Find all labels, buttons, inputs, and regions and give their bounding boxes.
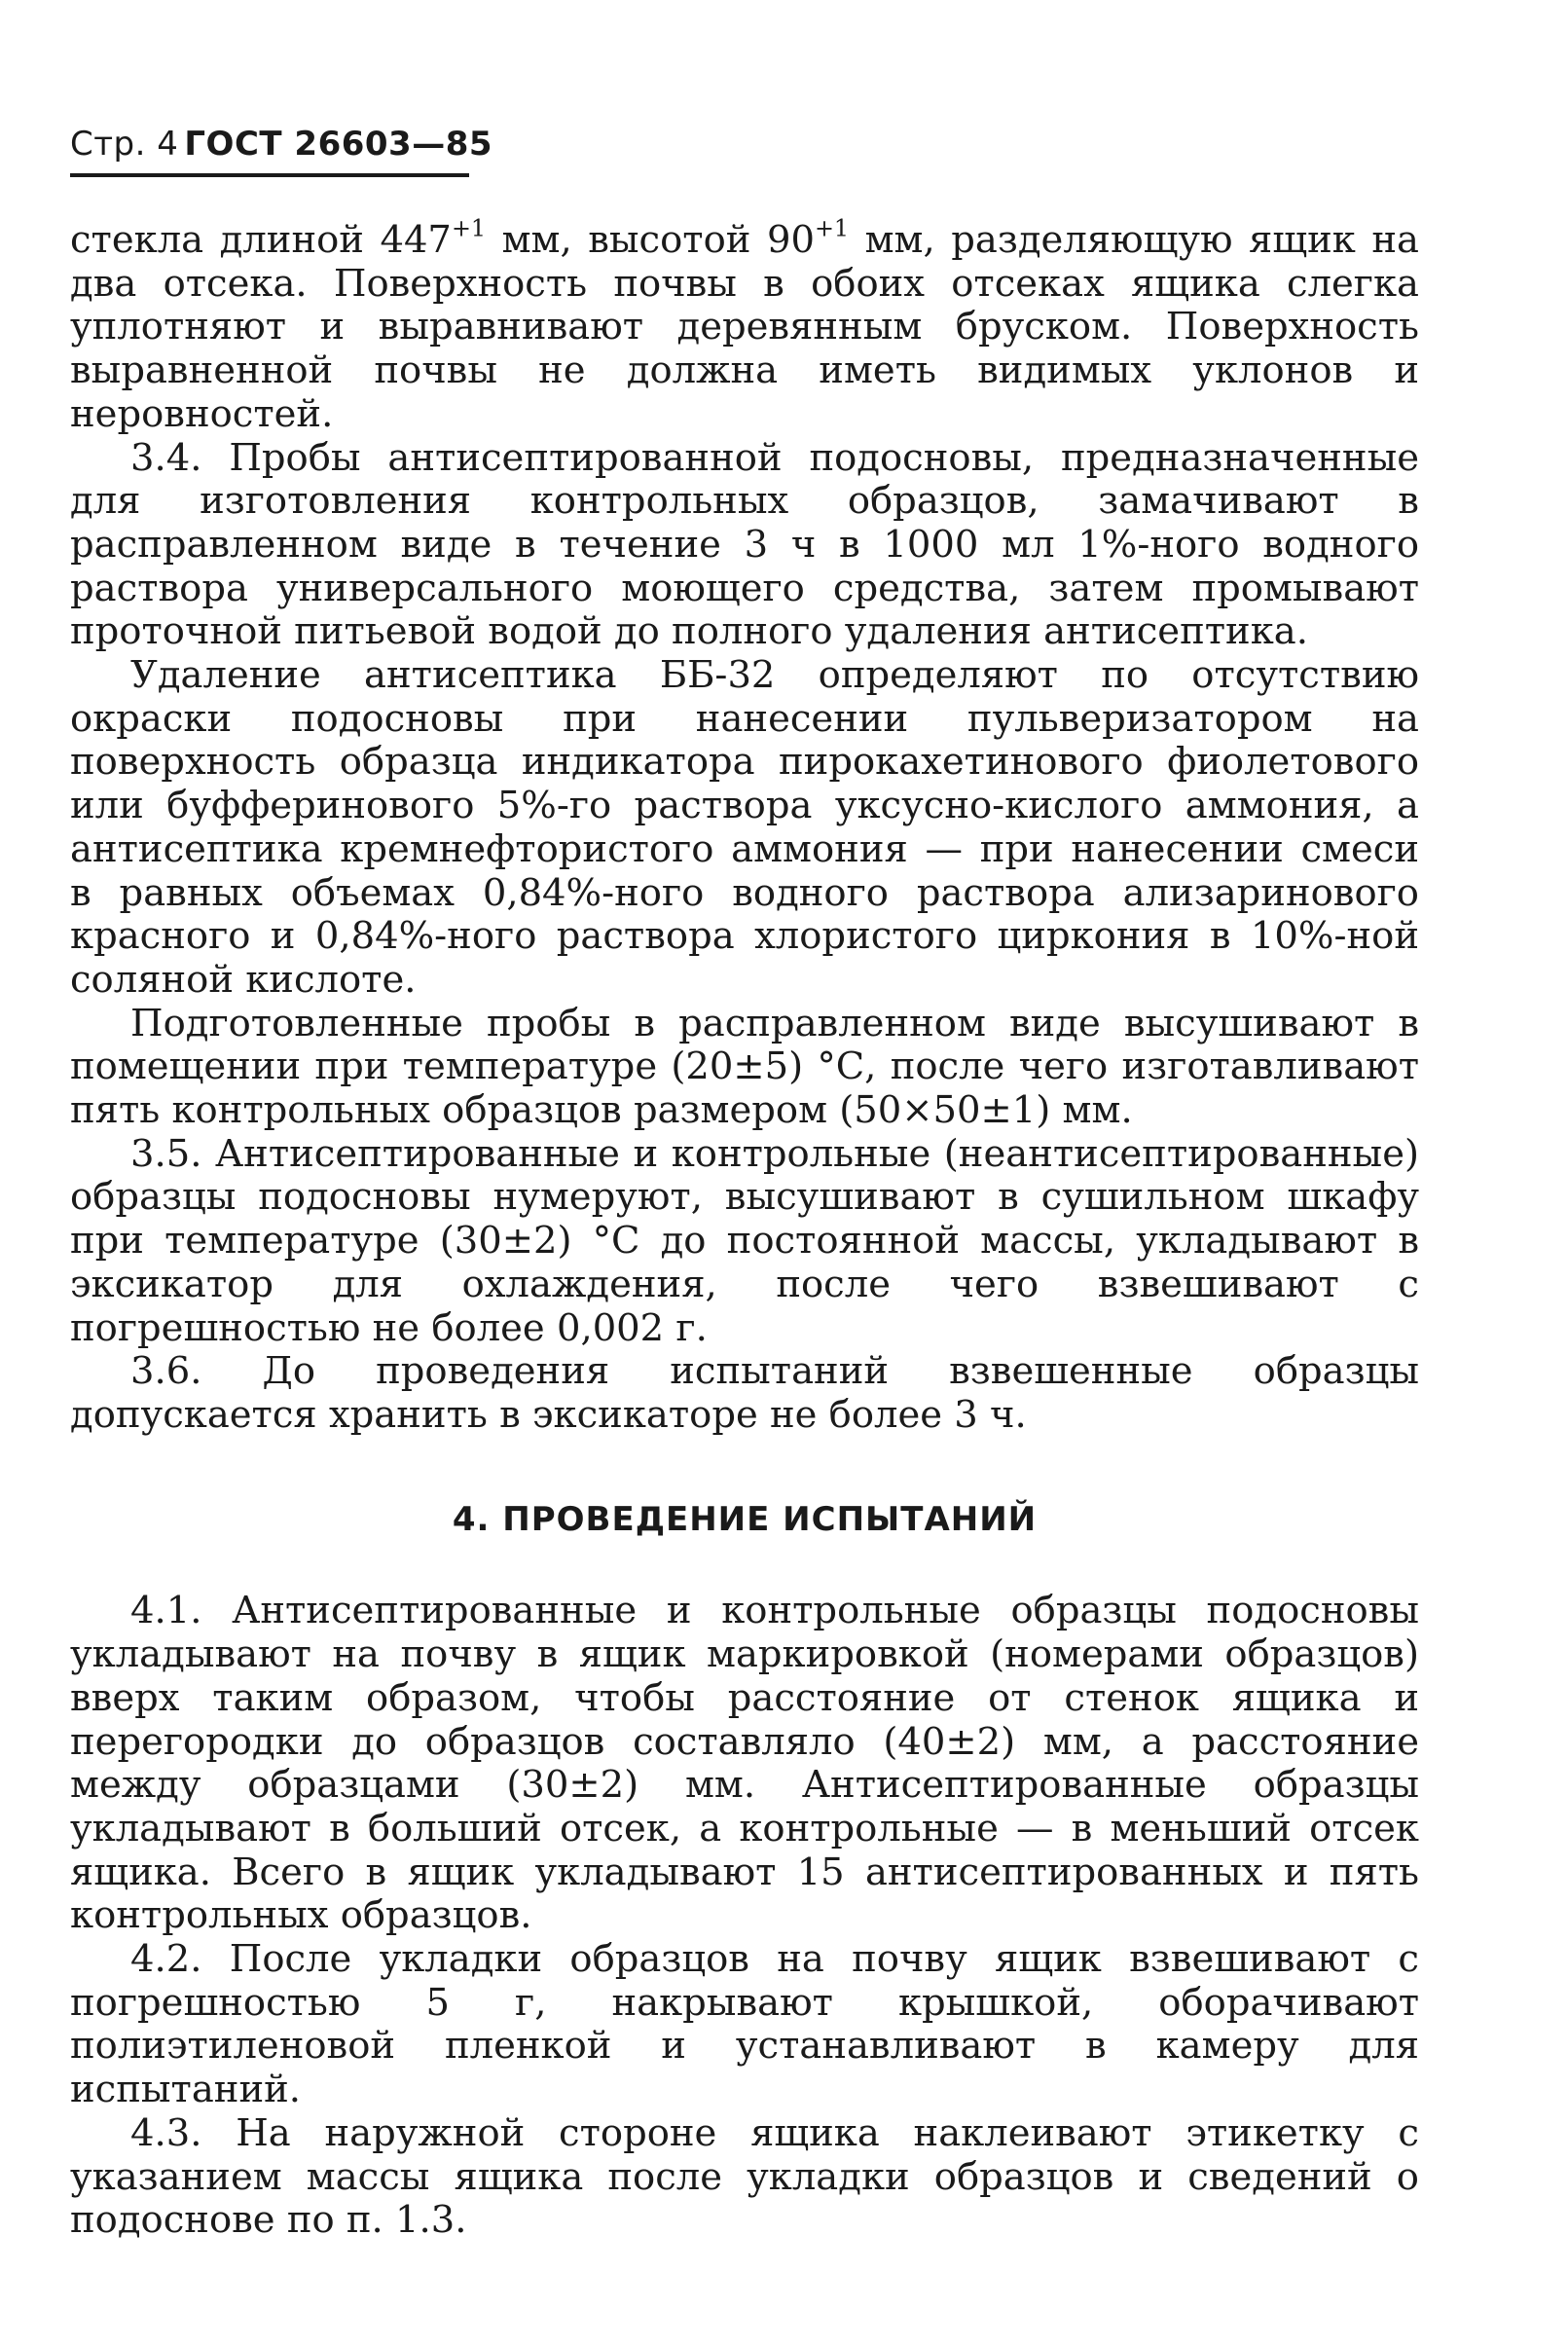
tolerance-superscript: +1 bbox=[451, 214, 487, 242]
paragraph-3-5: 3.5. Антисептированные и контрольные (неантисептированные) образцы подосновы нумеруют, высушивают в сушильном шкафу при температуре (30±2) °С до постоянной массы, укладывают в эксикатор для охлаждения, после чего взвешивают с погрешностью не более 0,002 г. bbox=[70, 1131, 1419, 1350]
paragraph-4-1: 4.1. Антисептированные и контрольные образцы подосновы укладывают на почву в ящик маркировкой (номерами образцов) вверх таким образом, чтобы расстояние от стенок ящика и перегородки до образцов составляло (40±2) мм, а расстояние между образцами (30±2) мм. Антисептированные образцы укладывают в больший отсек, а контрольные — в меньший отсек ящика. Всего в ящик укладывают 15 антисептированных и пять контрольных образцов. bbox=[70, 1589, 1419, 1938]
document-body bbox=[70, 214, 1419, 2243]
tolerance-superscript: +1 bbox=[814, 214, 850, 242]
paragraph-antiseptic-removal: Удаление антисептика ББ-32 определяют по отсутствию окраски подосновы при нанесении пульверизатором на поверхность образца индикатора пирокахетинового фиолетового или буфферинового 5%-го раствора уксусно-кислого аммония, а антисептика кремнефтористого аммония — при нанесении смеси в равных объемах 0,84%-ного водного раствора ализаринового красного и 0,84%-ного раствора хлористого циркония в 10%-ной соляной кислоте. bbox=[70, 653, 1419, 1002]
page-number: Стр. 4 bbox=[70, 125, 179, 164]
paragraph-continuation: стекла длиной $447^{+1}$ мм, высотой $90^{+1}$ мм, разделяющую ящик на два отсека. Поверхность почвы в обоих отсеках ящика слегка уплотняют и выравнивают деревянным бруском. Поверхность выравненной почвы не должна иметь видимых уклонов и неровностей. bbox=[70, 214, 1419, 436]
section-heading: 4. ПРОВЕДЕНИЕ ИСПЫТАНИЙ bbox=[452, 1499, 1038, 1539]
paragraph-4-2: 4.2. После укладки образцов на почву ящик взвешивают с погрешностью 5 г, накрывают крышкой, оборачивают полиэтиленовой пленкой и устанавливают в камеру для испытаний. bbox=[70, 1937, 1419, 2112]
paragraph-3-6: 3.6. До проведения испытаний взвешенные образцы допускается хранить в эксикаторе не более 3 ч. bbox=[70, 1349, 1419, 1437]
paragraph-4-3: 4.3. На наружной стороне ящика наклеивают этикетку с указанием массы ящика после укладки образцов и сведений о подоснове по п. 1.3. bbox=[70, 2110, 1419, 2243]
page-header bbox=[70, 125, 492, 164]
paragraph-3-4: 3.4. Пробы антисептированной подосновы, предназначенные для изготовления контрольных образцов, замачивают в расправленном виде в течение 3 ч в 1000 мл 1%-ного водного раствора универсального моющего средства, затем промывают проточной питьевой водой до полного удаления антисептика. bbox=[70, 435, 1419, 654]
header-rule bbox=[70, 173, 469, 177]
standard-number: ГОСТ 26603—85 bbox=[184, 125, 493, 164]
paragraph-prepared-samples: Подготовленные пробы в расправленном виде высушивают в помещении при температуре (20±5) °С, после чего изготавливают пять контрольных образцов размером (50×50±1) мм. bbox=[70, 1001, 1419, 1133]
